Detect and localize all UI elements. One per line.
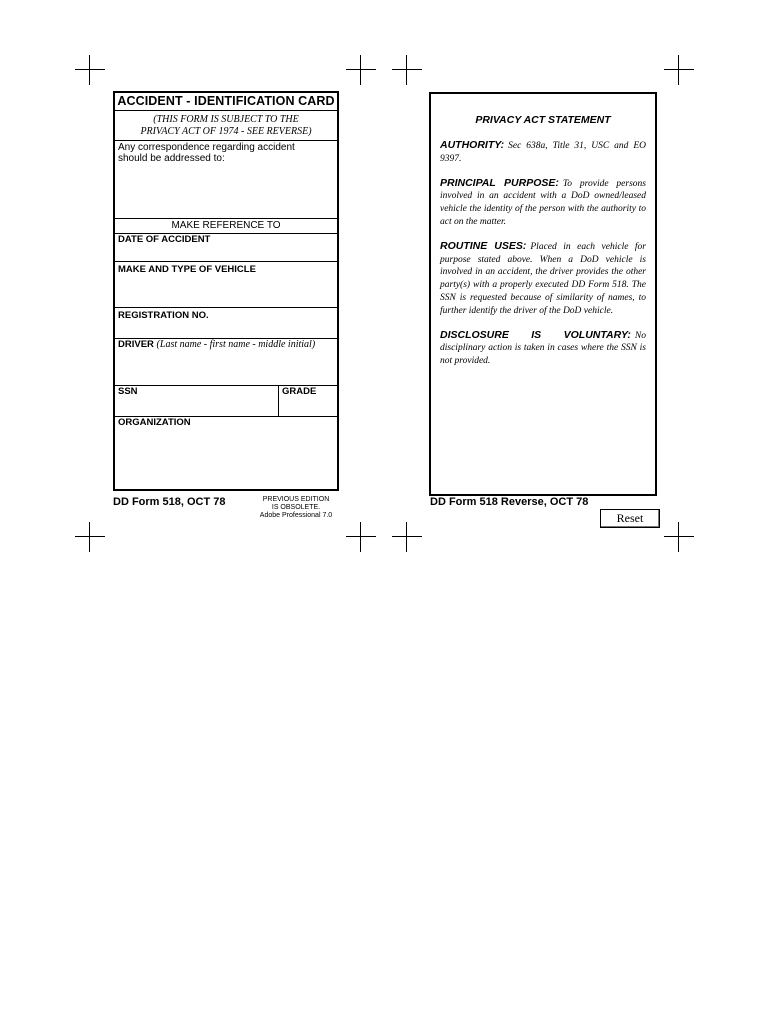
driver-label: DRIVER xyxy=(118,339,154,350)
form-number-back: DD Form 518 Reverse, OCT 78 xyxy=(430,496,589,508)
card-title: ACCIDENT - IDENTIFICATION CARD xyxy=(115,93,337,111)
ssn-field[interactable] xyxy=(115,386,279,416)
make-reference-label: MAKE REFERENCE TO xyxy=(115,219,337,234)
privacy-notice-line-1: (THIS FORM IS SUBJECT TO THE xyxy=(153,114,299,125)
privacy-act-title: PRIVACY ACT STATEMENT xyxy=(475,114,611,126)
routine-uses-text: Placed in each vehicle for purpose stated above. When a DoD vehicle is involved in an accident, the driver provides the other party(s) with a properly executed DD Form 518. The SSN is requested because of similarity of names, to further identify the driver of the DoD vehicle. xyxy=(440,241,646,316)
disclosure-paragraph xyxy=(440,329,646,368)
authority-text: Sec 638a, Title 31, USC and EO 9397. xyxy=(440,141,646,164)
routine-uses-label: ROUTINE USES: xyxy=(440,239,527,252)
identification-card-back xyxy=(429,92,657,496)
crop-mark-top-left xyxy=(75,55,105,85)
crop-mark-bottom-center-right xyxy=(392,522,422,552)
crop-mark-bottom-center-left xyxy=(346,522,376,552)
disclosure-label: DISCLOSURE IS VOLUNTARY: xyxy=(440,328,631,341)
principal-purpose-paragraph xyxy=(440,177,646,229)
reset-button[interactable]: Reset xyxy=(600,509,660,528)
ssn-label: SSN xyxy=(118,386,138,397)
privacy-notice-line-2: PRIVACY ACT OF 1974 - SEE REVERSE) xyxy=(140,126,312,137)
organization-field[interactable] xyxy=(115,417,337,487)
identification-card-front xyxy=(113,91,339,491)
edition-notice-line-3: Adobe Professional 7.0 xyxy=(259,512,333,519)
principal-purpose-text: To provide persons involved in an accident with a DoD owned/leased vehicle the identity of the person with the authority to act on the matter. xyxy=(440,178,646,227)
disclosure-text: No disciplinary action is taken in cases where the SSN is not provided. xyxy=(440,330,646,367)
registration-no-field[interactable] xyxy=(115,308,337,339)
registration-no-label: REGISTRATION NO. xyxy=(118,310,209,321)
address-label-line-2: should be addressed to: xyxy=(118,153,225,164)
grade-field[interactable] xyxy=(279,386,337,416)
edition-notice xyxy=(256,496,336,520)
driver-name-hint: (Last name - first name - middle initial) xyxy=(156,339,316,350)
authority-label: AUTHORITY: xyxy=(440,139,505,151)
address-label-line-1: Any correspondence regarding accident xyxy=(118,142,295,153)
edition-notice-line-1: PREVIOUS EDITION xyxy=(262,496,330,503)
crop-mark-top-right xyxy=(664,55,694,85)
crop-mark-top-center-right xyxy=(392,55,422,85)
routine-uses-paragraph xyxy=(440,240,646,318)
grade-label: GRADE xyxy=(282,386,317,397)
crop-mark-bottom-right xyxy=(664,522,694,552)
vehicle-make-type-field[interactable] xyxy=(115,262,337,308)
organization-label: ORGANIZATION xyxy=(118,417,191,428)
driver-name-field[interactable] xyxy=(115,339,337,386)
date-of-accident-label: DATE OF ACCIDENT xyxy=(118,234,211,245)
date-of-accident-field[interactable] xyxy=(115,234,337,262)
form-number-front: DD Form 518, OCT 78 xyxy=(113,496,226,508)
address-field[interactable] xyxy=(115,141,337,219)
ssn-grade-row xyxy=(115,386,337,417)
crop-mark-bottom-left xyxy=(75,522,105,552)
crop-mark-top-center-left xyxy=(346,55,376,85)
vehicle-make-type-label: MAKE AND TYPE OF VEHICLE xyxy=(118,264,256,275)
principal-purpose-label: PRINCIPAL PURPOSE: xyxy=(440,176,559,189)
authority-paragraph xyxy=(440,139,646,166)
privacy-notice xyxy=(115,111,337,141)
edition-notice-line-2: IS OBSOLETE. xyxy=(271,504,321,511)
